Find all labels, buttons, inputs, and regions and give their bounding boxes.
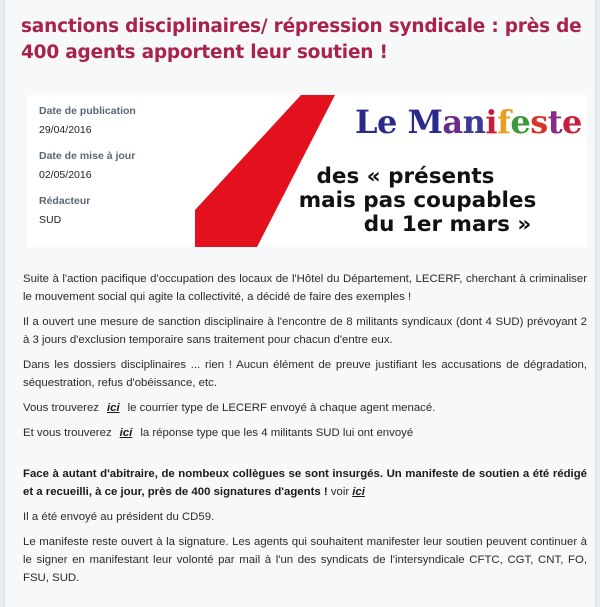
banner-title-part: M [407,103,443,141]
spacer [23,449,587,465]
banner-line-2: mais pas coupables [298,188,537,213]
paragraph-5-after: la réponse type que les 4 militants SUD lui ont envoyé [140,427,414,439]
banner-title-part: t [547,103,562,141]
paragraph-4 [23,399,587,417]
article-title: sanctions disciplinaires/ répression syndicale : près de 400 agents apportent leur soutien ! [21,16,582,63]
paragraph-4-before: Vous trouverez [23,402,99,414]
banner-title [355,103,582,141]
paragraph-2: Il a ouvert une mesure de sanction disciplinaire à l'encontre de 8 militants syndicaux (dont 4 SUD) prévoyant 2 à 3 jours d'exclusion temporaire sans traitement pour chacun d'entre eux. [23,316,587,346]
paragraph-6 [23,465,587,501]
author-label: Rédacteur [39,195,91,207]
banner-line-1: des « présents [316,164,495,189]
author-value: SUD [39,214,62,226]
paragraph-6-voir: voir [330,486,350,498]
update-date-value: 02/05/2016 [39,169,92,181]
update-date-label: Date de mise à jour [39,150,136,162]
publication-date-value: 29/04/2016 [39,124,92,136]
paragraph-5 [23,424,587,442]
banner-line-3: du 1er mars » [363,212,532,237]
article-body [23,270,587,594]
banner-title-part: n [462,103,486,141]
paragraph-1: Suite à l'action pacifique d'occupation des locaux de l'Hôtel du Département, LECERF, cherchant à criminaliser le mouvement social qui agite la collectivité, a décidé de faire des exemples ! [23,273,587,303]
paragraph-5-before: Et vous trouverez [23,427,112,439]
paragraph-4-after: le courrier type de LECERF envoyé à chaque agent menacé. [127,402,436,414]
banner-title-part: f [497,103,511,141]
reponse-sud-link[interactable]: ici [119,427,133,439]
publication-date-label: Date de publication [39,105,136,117]
banner-title-part: e [510,103,531,141]
article-metadata [39,105,189,240]
courrier-lecerf-link[interactable]: ici [106,402,120,414]
paragraph-7: Il a été envoyé au président du CD59. [23,511,215,523]
paragraph-8: Le manifeste reste ouvert à la signature. Les agents qui souhaitent manifester leur soutien peuvent continuer à le signer en manifestant leur volonté par mail à l'un des syndicats de l'intersyndicale CFTC, CGT, CNT, FO, FSU, SUD. [23,536,587,584]
paragraph-6-bold: Face à autant d'abitraire, de nombeux collègues se sont insurgés. Un manifeste de soutien a été rédigé et a recueilli, à ce jour, près de 400 signatures d'agents ! [23,468,587,498]
banner-subtitle [255,165,580,237]
banner-title-part: s [530,103,548,141]
banner-title-part: e [562,103,582,141]
manifeste-link[interactable]: ici [352,486,365,498]
paragraph-3: Dans les dossiers disciplinaires ... rien ! Aucun élément de preuve justifiant les accusations de dégradation, séquestration, refus d'obéissance, etc. [23,359,587,389]
banner-title-part: a [442,103,463,141]
article-card [4,0,596,607]
article-header-box [27,95,587,247]
banner-title-part: i [485,103,498,141]
banner-title-part: Le [355,103,408,141]
manifeste-banner-image [195,95,587,247]
